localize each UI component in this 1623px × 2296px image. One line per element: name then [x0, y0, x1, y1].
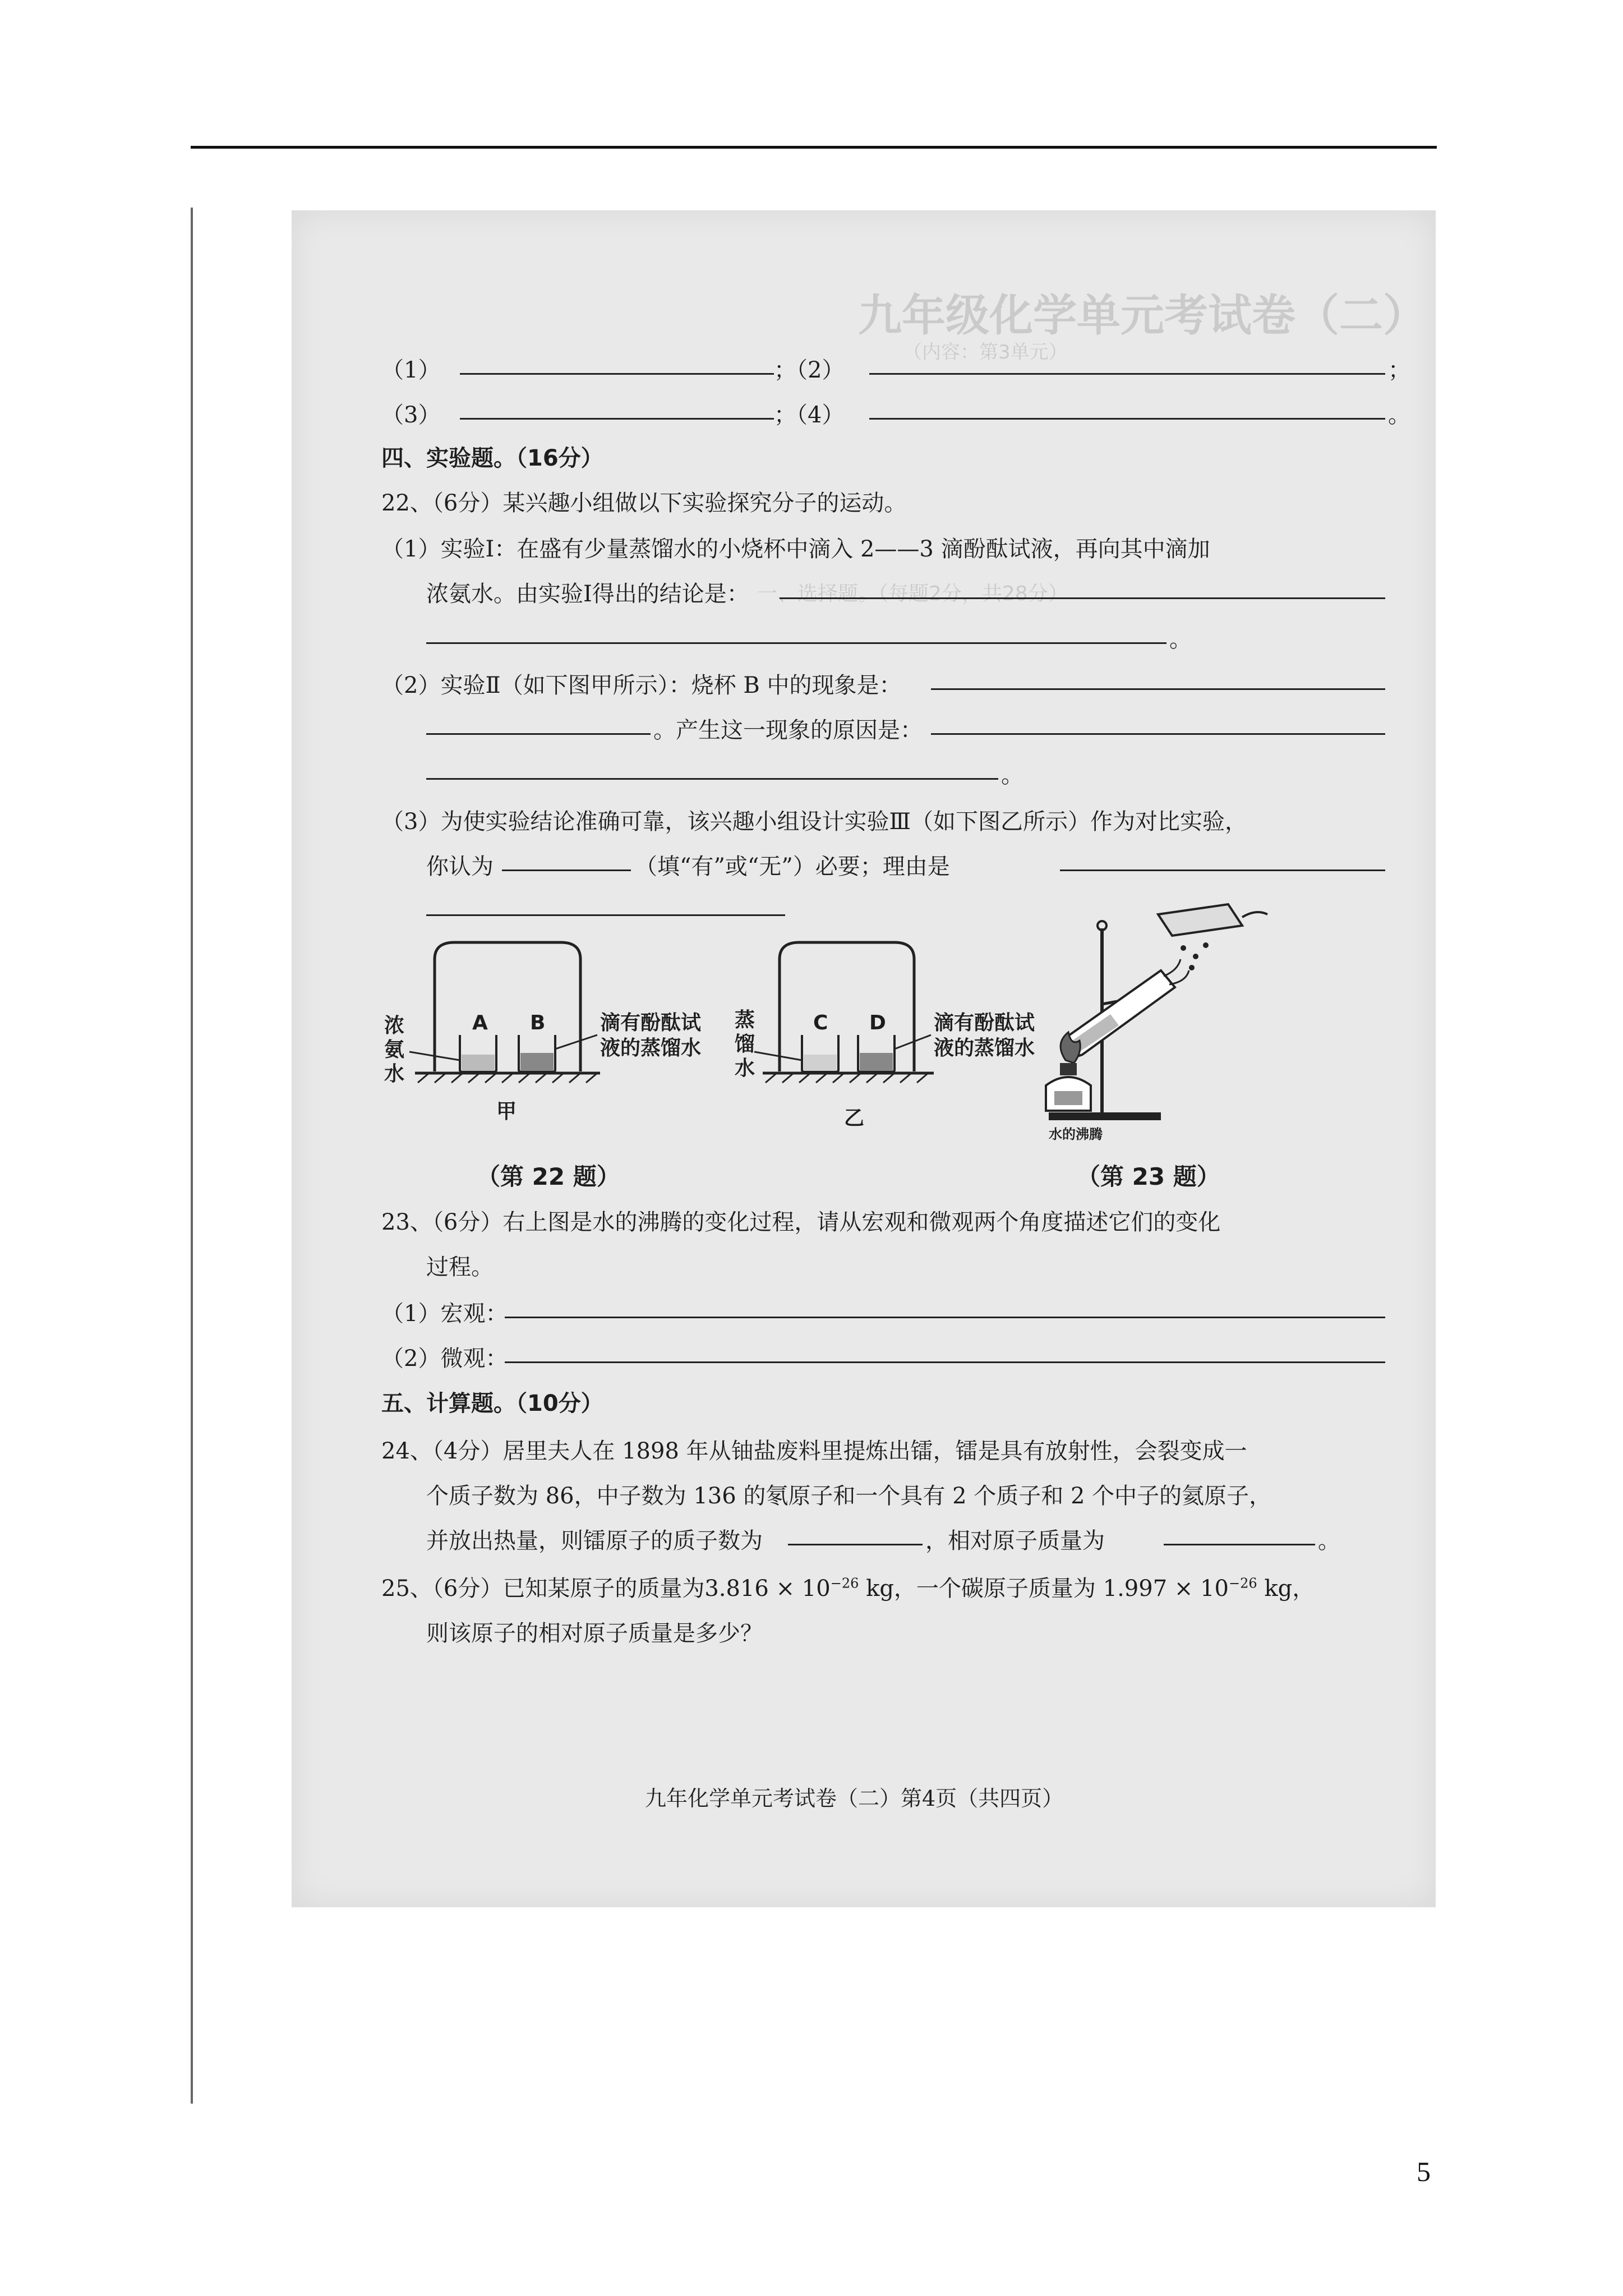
q22-part3-line2b: （填“有”或“无”）必要；理由是	[635, 854, 950, 880]
q24-line3b: ，相对原子质量为	[925, 1528, 1105, 1554]
q24-line3a: 并放出热量，则镭原子的质子数为	[426, 1528, 763, 1554]
beaker-c-label: C	[813, 1011, 828, 1034]
q24-line2: 个质子数为 86，中子数为 136 的氡原子和一个具有 2 个质子和 2 个中子的氦原子，	[426, 1483, 1272, 1509]
q21-item4-label: ；（4）	[774, 402, 845, 428]
q21-item3-label: （3）	[381, 402, 441, 428]
bleed-through-line: 一、选择题。（每题2分，共28分）	[757, 582, 1068, 605]
figure-22-yi-apparatus	[754, 942, 934, 1083]
q24-line1: 24、（4分）居里夫人在 1898 年从铀盐废料里提炼出镭，镭是具有放射性，会裂变成一	[381, 1438, 1247, 1464]
q22-part3-answer-have-or-not[interactable]	[502, 869, 631, 871]
jia-right-label-2: 液的蒸馏水	[600, 1037, 702, 1060]
q23-micro-answer-line[interactable]	[505, 1361, 1385, 1363]
q21-item1-label: （1）	[381, 357, 441, 383]
q21-answer-line-4[interactable]	[869, 418, 1385, 420]
yi-left-label-2: 馏	[735, 1033, 755, 1056]
page-top-rule	[191, 146, 1437, 149]
beaker-b-label: B	[530, 1011, 546, 1034]
q25-line1	[381, 1571, 1315, 1603]
yi-right-label-1: 滴有酚酞试	[934, 1011, 1035, 1034]
figure-22-caption: （第 22 题）	[477, 1163, 620, 1190]
q25-line2: 则该原子的相对原子质量是多少？	[426, 1621, 763, 1646]
q22-part2-answer-line-2[interactable]	[426, 733, 651, 735]
q22-part3-line1: （3）为使实验结论准确可靠，该兴趣小组设计实验Ⅲ（如下图乙所示）作为对比实验，	[381, 809, 1248, 835]
figure-22-diagram	[376, 923, 1038, 1158]
q23-stem-line2: 过程。	[426, 1254, 494, 1280]
q21-answer-line-3[interactable]	[460, 418, 774, 420]
yi-right-label-2: 液的蒸馏水	[934, 1037, 1035, 1060]
q22-part1-line2: 浓氨水。由实验Ⅰ得出的结论是：	[426, 581, 749, 607]
figure-22-jia-apparatus	[409, 942, 600, 1083]
q21-item2-label: ；（2）	[774, 357, 845, 383]
q22-part2-answer-line-4[interactable]	[426, 778, 998, 780]
figure-23-caption: （第 23 题）	[1077, 1163, 1220, 1190]
q21-answer-line-2[interactable]	[869, 373, 1385, 375]
q23-macro-label: （1）宏观：	[381, 1301, 508, 1327]
q22-part2-end: 。	[1001, 762, 1023, 788]
beaker-d-label: D	[869, 1011, 886, 1034]
q24-atomic-mass-answer[interactable]	[1164, 1544, 1315, 1545]
q22-part2-line2: 。产生这一现象的原因是：	[653, 717, 923, 743]
jia-name: 甲	[496, 1100, 517, 1123]
q25-exponent-2: −26	[1229, 1575, 1257, 1591]
figure-23-label: 水的沸腾	[1049, 1126, 1103, 1142]
q23-stem-line1: 23、（6分）右上图是水的沸腾的变化过程，请从宏观和微观两个角度描述它们的变化	[381, 1209, 1221, 1235]
exam-footer: 九年化学单元考试卷（二）第4页（共四页）	[645, 1786, 1064, 1811]
page-number: 5	[1417, 2156, 1431, 2187]
bleed-through-title: 九年级化学单元考试卷（二）	[858, 291, 1427, 341]
section-4-heading: 四、实验题。（16分）	[381, 445, 603, 471]
q25-suffix: kg，	[1257, 1576, 1315, 1602]
q22-part1-answer-line-2[interactable]	[426, 642, 1166, 644]
jia-left-label-3: 水	[384, 1062, 405, 1085]
jia-left-label-1: 浓	[384, 1014, 405, 1037]
bleed-through-line: （内容：第3单元）	[903, 341, 1068, 364]
q22-part1-answer-line-1[interactable]	[780, 597, 1385, 599]
figure-23-diagram	[1021, 892, 1290, 1156]
q22-part2-answer-line-3[interactable]	[931, 733, 1385, 735]
q21-answer-line-1[interactable]	[460, 373, 774, 375]
q25-exponent-1: −26	[830, 1575, 859, 1591]
q25-prefix: 25、（6分）已知某原子的质量为3.816 × 10	[381, 1576, 831, 1602]
q23-macro-answer-line[interactable]	[505, 1317, 1385, 1318]
q21-item4-end: 。	[1388, 402, 1410, 428]
q24-proton-number-answer[interactable]	[788, 1544, 923, 1545]
q22-part3-answer-reason-1[interactable]	[1060, 869, 1385, 871]
q22-part1-line1: （1）实验Ⅰ：在盛有少量蒸馏水的小烧杯中滴入 2——3 滴酚酞试液，再向其中滴加	[381, 536, 1210, 562]
yi-name: 乙	[844, 1107, 865, 1130]
scanned-exam-page	[292, 210, 1436, 1907]
q22-stem: 22、（6分）某兴趣小组做以下实验探究分子的运动。	[381, 490, 907, 516]
q25-mid: kg，一个碳原子质量为 1.997 × 10	[859, 1576, 1229, 1602]
jia-right-label-1: 滴有酚酞试	[600, 1011, 702, 1034]
boiling-water-apparatus	[1046, 904, 1267, 1120]
q22-part2-line1: （2）实验Ⅱ（如下图甲所示）：烧杯 B 中的现象是：	[381, 673, 902, 698]
yi-left-label-1: 蒸	[735, 1009, 755, 1032]
q23-micro-label: （2）微观：	[381, 1346, 508, 1372]
q22-part1-end: 。	[1169, 627, 1192, 652]
beaker-a-label: A	[472, 1011, 488, 1034]
q22-part3-line2a: 你认为	[426, 854, 494, 880]
q22-part2-answer-line-1[interactable]	[931, 688, 1385, 690]
q21-item2-end: ；	[1388, 357, 1410, 383]
q24-line3c: 。	[1318, 1528, 1340, 1554]
yi-left-label-3: 水	[735, 1057, 755, 1080]
scan-left-edge	[191, 208, 193, 2104]
jia-left-label-2: 氨	[384, 1038, 405, 1061]
section-5-heading: 五、计算题。（10分）	[381, 1391, 603, 1416]
q22-part3-answer-reason-2[interactable]	[426, 914, 785, 916]
